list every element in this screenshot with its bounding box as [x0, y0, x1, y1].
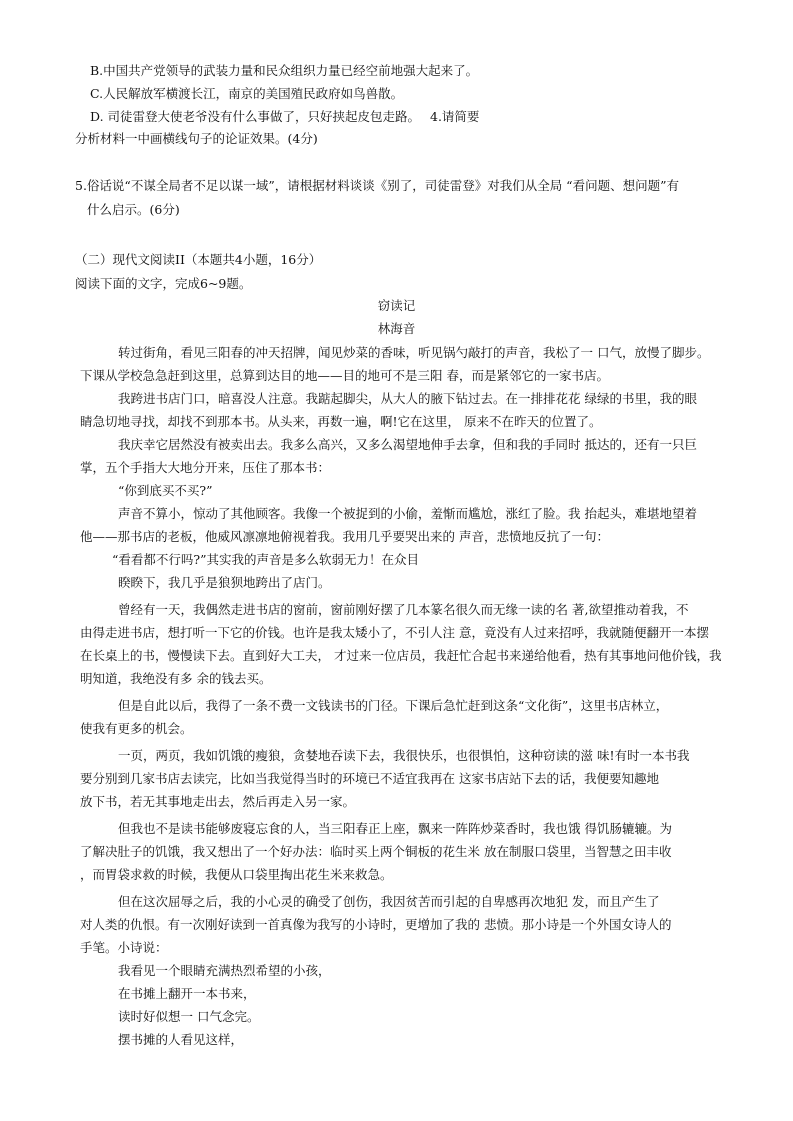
question-4-part2: 分析材料一中画横线句子的论证效果。(4分): [75, 131, 318, 146]
question-5-line2: 什么启示。(6分): [87, 202, 180, 217]
article-line: 明知道，我绝没有多 余的钱去买。: [80, 671, 272, 686]
poem-line: 在书摊上翻开一本书来，: [118, 986, 256, 1001]
section-instruction: 阅读下面的文字，完成6~9题。: [75, 276, 252, 291]
article-line: 要分别到几家书店去读完，比如当我觉得当时的环境已不适宜我再在 这家书店站下去的话，我便要知趣地: [80, 771, 659, 786]
article-line: “你到底买不买?”: [118, 483, 213, 498]
article-line: 睛急切地寻找，却找不到那本书。从头来，再数一遍，啊!它在这里， 原来不在昨天的位置了。: [80, 414, 602, 429]
article-line: 对人类的仇恨。有一次刚好读到一首真像为我写的小诗时，更增加了我的 悲愤。那小诗是一个外国女诗人的: [80, 917, 672, 932]
article-line: 掌，五个手指大大地分开来，压住了那本书：: [80, 460, 331, 475]
poem-line: 我看见一个眼睛充满热烈希望的小孩，: [118, 963, 331, 978]
question-4-part1: 4.请简要: [430, 109, 480, 124]
section-heading: （二）现代文阅读II（本题共4小题，16分）: [75, 252, 322, 267]
article-line: 放下书，若无其事地走出去，然后再走入另一家。: [80, 794, 356, 809]
article-line: 下课从学校急急赶到这里，总算到达目的地——目的地可不是三阳 春，而是紧邻它的一家书店。: [80, 368, 609, 383]
option-c: C.人民解放军横渡长江，南京的美国殖民政府如鸟兽散。: [90, 86, 404, 101]
article-line: ，而胃袋求救的时候，我便从口袋里掏出花生米来救急。: [80, 867, 393, 882]
article-line: 手笔。小诗说：: [80, 940, 168, 955]
article-line: “看看都不行吗?”其实我的声音是多么软弱无力！在众目: [112, 552, 419, 567]
poem-line: 读时好似想一 口气念完。: [118, 1009, 260, 1024]
article-line: 声音不算小，惊动了其他顾客。我像一个被捉到的小偷，羞惭而尴尬，涨红了脸。我 抬起头，难堪地望着: [118, 506, 697, 521]
poem-line: 摆书摊的人看见这样，: [118, 1032, 244, 1047]
article-line: 转过街角，看见三阳春的冲天招牌，闻见炒菜的香味，听见锅勺敲打的声音，我松了一 口气，放慢了脚步。: [118, 345, 710, 360]
option-b: B.中国共产党领导的武装力量和民众组织力量已经空前地强大起来了。: [90, 63, 479, 78]
article-line: 但在这次屈辱之后，我的小心灵的确受了创伤，我因贫苦而引起的自卑感再次地犯 发，而且产生了: [118, 894, 660, 909]
article-line: 他——那书店的老板，他威风凛凛地俯视着我。我用几乎要哭出来的 声音，悲愤地反抗了一句：: [80, 529, 609, 544]
question-5-line1: 5.俗话说“不谋全局者不足以谋一域”，请根据材料谈谈《别了，司徒雷登》对我们从全局 “看问题、想问题”有: [75, 178, 679, 193]
article-title: 窃读记: [377, 298, 416, 313]
article-line: 但是自此以后，我得了一条不费一文钱读书的门径。下课后急忙赶到这条“文化街”，这里书店林立，: [118, 698, 669, 713]
article-line: 睽睽下，我几乎是狼狈地跨出了店门。: [118, 575, 331, 590]
option-d: D. 司徒雷登大使老爷没有什么事做了，只好挟起皮包走路。: [90, 109, 421, 124]
article-line: 一页，两页，我如饥饿的瘦狼，贪婪地吞读下去，我很快乐，也很惧怕，这种窃读的滋 味!有时一本书我: [118, 748, 690, 763]
article-line: 我庆幸它居然没有被卖出去。我多么高兴，又多么渴望地伸手去拿，但和我的手同时 抵达的，还有一只巨: [118, 437, 697, 452]
article-line: 在长桌上的书，慢慢读下去。直到好大工夫， 才过来一位店员，我赶忙合起书来递给他看，热有其事地问他价钱，我: [80, 648, 722, 663]
article-line: 由得走进书店，想打听一下它的价钱。也许是我太矮小了，不引人注 意，竟没有人过来招呼，我就随便翻开一本摆: [80, 625, 709, 640]
article-line: 使我有更多的机会。: [80, 721, 193, 736]
article-line: 但我也不是读书能够废寝忘食的人，当三阳春正上座，飘来一阵阵炒菜香时，我也饿 得饥肠辘辘。为: [118, 821, 672, 836]
article-line: 了解决肚子的饥饿，我又想出了一个好办法：临时买上两个铜板的花生米 放在制服口袋里，当智慧之田丰收: [80, 844, 672, 859]
article-line: 我跨进书店门口，暗喜没人注意。我踮起脚尖，从大人的腋下钻过去。在一排排花花 绿绿的书里，我的眼: [118, 391, 697, 406]
article-line: 曾经有一天，我偶然走进书店的窗前，窗前刚好摆了几本篆名很久而无缘一读的名 著,欲望推动着我，不: [118, 602, 689, 617]
article-author: 林海音: [377, 321, 416, 336]
